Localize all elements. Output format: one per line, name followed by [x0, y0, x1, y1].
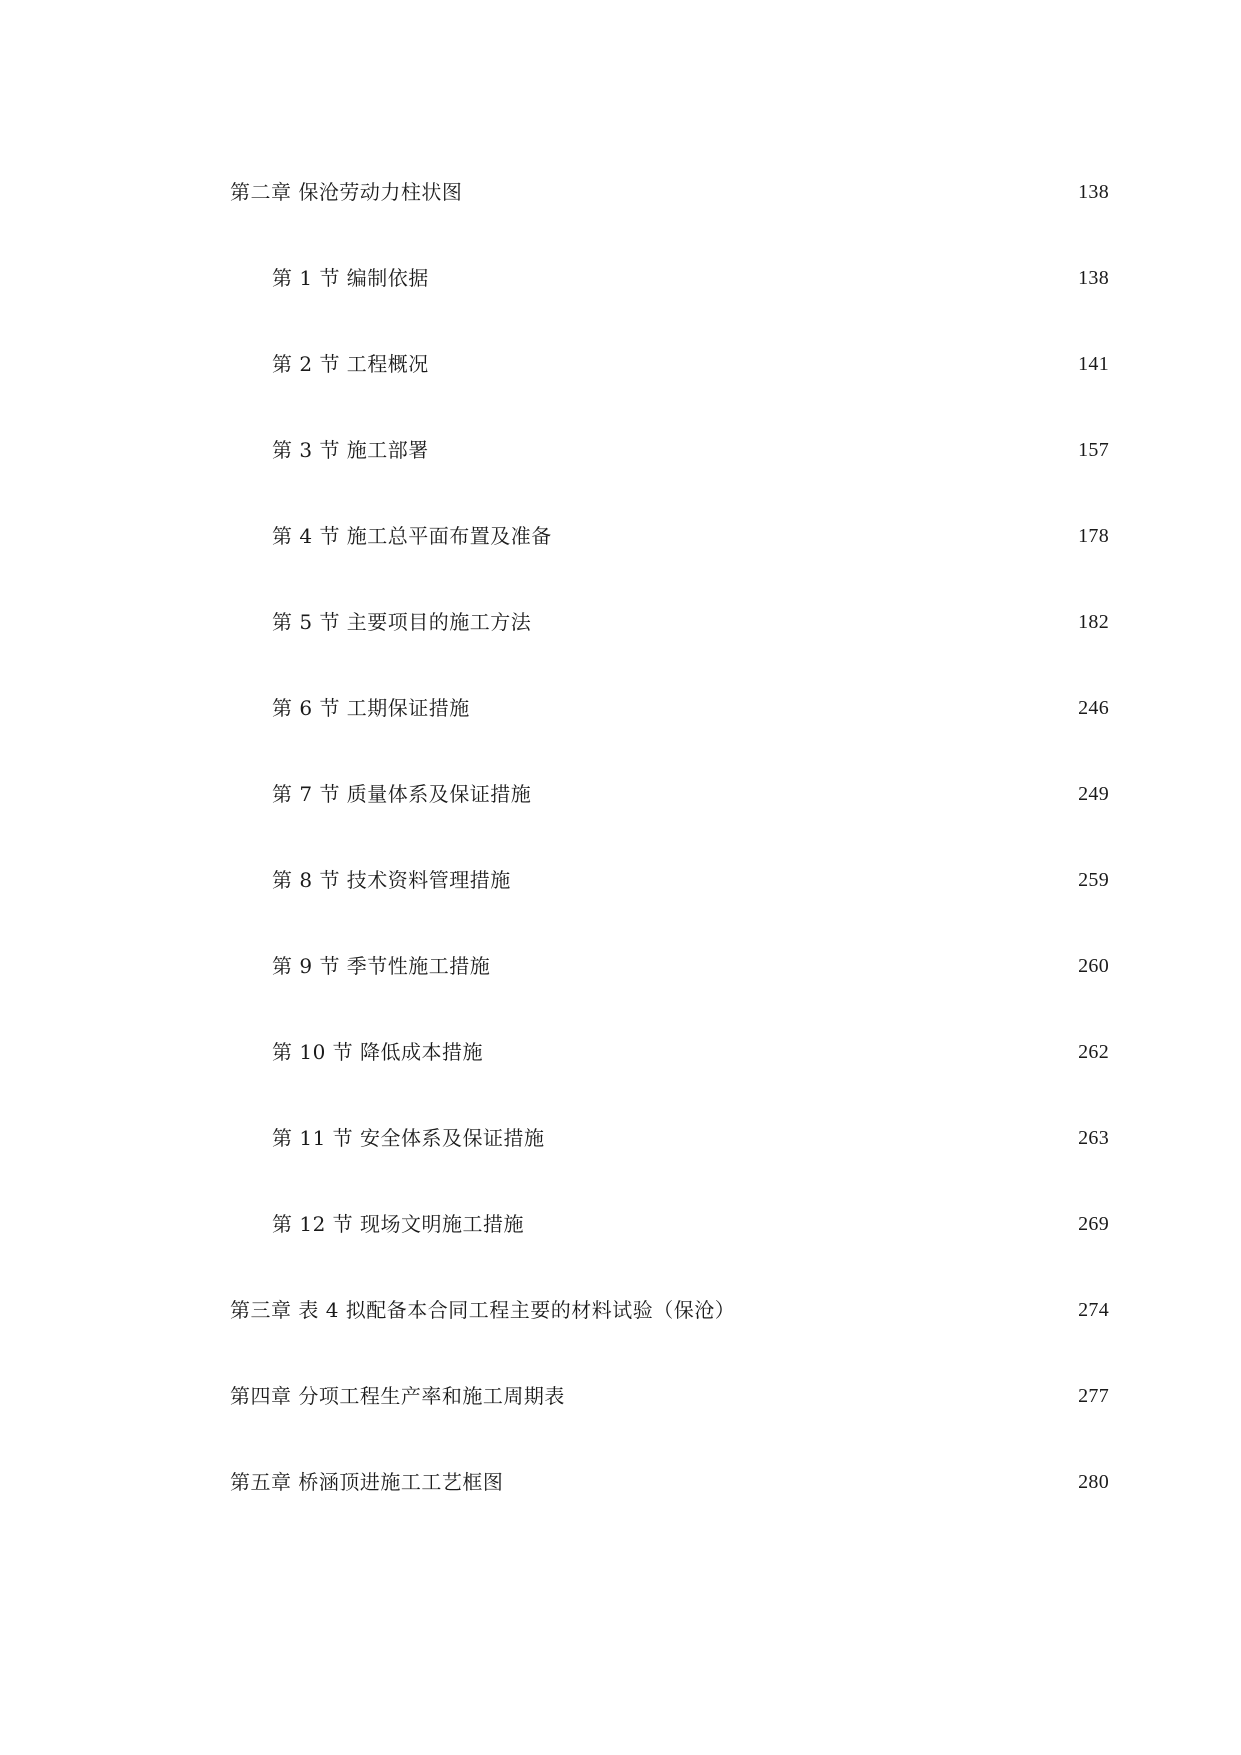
dot-leader [474, 174, 1072, 210]
toc-entry-label: 第 7 节 质量体系及保证措施 [272, 782, 532, 806]
toc-entry-section-3[interactable] [272, 432, 1109, 468]
toc-entry-label: 第五章 桥涵顶进施工工艺框图 [230, 1470, 504, 1494]
toc-entry-page-number: 280 [1078, 1471, 1109, 1493]
toc-entry-label: 第 9 节 季节性施工措施 [272, 954, 491, 978]
toc-entry-section-5[interactable] [272, 604, 1109, 640]
dot-leader [441, 346, 1072, 382]
toc-entry-label: 第三章 表 4 拟配备本合同工程主要的材料试验（保沧） [230, 1298, 736, 1322]
toc-entry-section-7[interactable] [272, 776, 1109, 812]
toc-entry-section-4[interactable] [272, 518, 1109, 554]
toc-entry-section-12[interactable] [272, 1206, 1109, 1242]
dot-leader [523, 862, 1072, 898]
toc-entry-label: 第 12 节 现场文明施工措施 [272, 1212, 525, 1236]
toc-entry-label: 第 8 节 技术资料管理措施 [272, 868, 511, 892]
dot-leader [747, 1292, 1072, 1328]
toc-entry-label: 第 2 节 工程概况 [272, 352, 429, 376]
toc-entry-section-2[interactable] [272, 346, 1109, 382]
toc-entry-label: 第四章 分项工程生产率和施工周期表 [230, 1384, 565, 1408]
toc-entry-page-number: 246 [1078, 697, 1109, 719]
dot-leader [543, 776, 1072, 812]
toc-entry-page-number: 274 [1078, 1299, 1109, 1321]
dot-leader [482, 690, 1072, 726]
toc-entry-page-number: 157 [1078, 439, 1109, 461]
dot-leader [502, 948, 1072, 984]
dot-leader [577, 1378, 1072, 1414]
toc-entry-label: 第 10 节 降低成本措施 [272, 1040, 484, 1064]
toc-entry-page-number: 277 [1078, 1385, 1109, 1407]
toc-entry-chapter-2[interactable] [230, 174, 1109, 210]
toc-entry-page-number: 269 [1078, 1213, 1109, 1235]
toc-entry-page-number: 263 [1078, 1127, 1109, 1149]
toc-entry-section-6[interactable] [272, 690, 1109, 726]
toc-entry-page-number: 138 [1078, 181, 1109, 203]
toc-entry-section-1[interactable] [272, 260, 1109, 296]
toc-entry-page-number: 182 [1078, 611, 1109, 633]
toc-entry-label: 第 6 节 工期保证措施 [272, 696, 470, 720]
toc-entry-label: 第 1 节 编制依据 [272, 266, 429, 290]
toc-entry-page-number: 141 [1078, 353, 1109, 375]
toc-entry-label: 第 5 节 主要项目的施工方法 [272, 610, 532, 634]
dot-leader [495, 1034, 1072, 1070]
toc-entry-page-number: 260 [1078, 955, 1109, 977]
dot-leader [515, 1464, 1072, 1500]
toc-entry-section-8[interactable] [272, 862, 1109, 898]
toc-entry-section-10[interactable] [272, 1034, 1109, 1070]
toc-entry-section-11[interactable] [272, 1120, 1109, 1156]
toc-entry-label: 第二章 保沧劳动力柱状图 [230, 180, 463, 204]
toc-entry-chapter-3[interactable] [230, 1292, 1109, 1328]
dot-leader [564, 518, 1072, 554]
toc-entry-label: 第 4 节 施工总平面布置及准备 [272, 524, 552, 548]
dot-leader [543, 604, 1072, 640]
dot-leader [536, 1206, 1072, 1242]
toc-entry-page-number: 138 [1078, 267, 1109, 289]
toc-entry-page-number: 262 [1078, 1041, 1109, 1063]
toc-entry-page-number: 178 [1078, 525, 1109, 547]
toc-entry-label: 第 3 节 施工部署 [272, 438, 429, 462]
toc-entry-chapter-5[interactable] [230, 1464, 1109, 1500]
toc-entry-section-9[interactable] [272, 948, 1109, 984]
dot-leader [441, 432, 1072, 468]
toc-entry-page-number: 259 [1078, 869, 1109, 891]
dot-leader [557, 1120, 1073, 1156]
dot-leader [441, 260, 1072, 296]
toc-entry-chapter-4[interactable] [230, 1378, 1109, 1414]
toc-entry-page-number: 249 [1078, 783, 1109, 805]
toc-entry-label: 第 11 节 安全体系及保证措施 [272, 1126, 545, 1150]
